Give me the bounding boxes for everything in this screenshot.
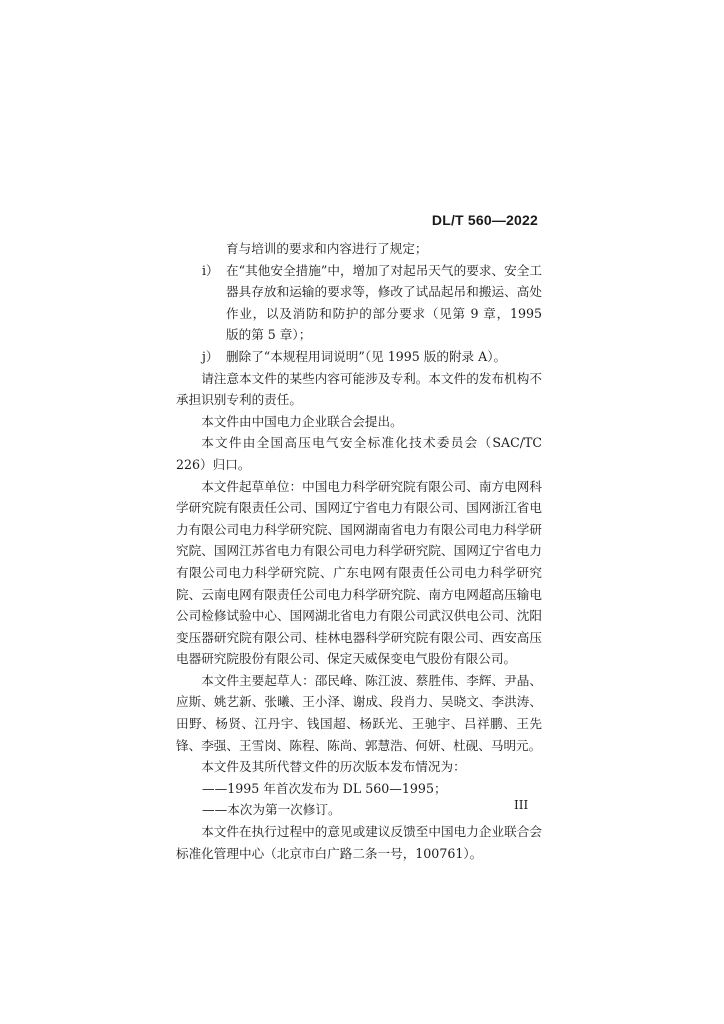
history-intro: 本文件及其所代替文件的历次版本发布情况为： [201,759,466,775]
history-item: ——1995 年首次发布为 DL 560—1995； [202,780,447,796]
managed-by: 本文件由全国高压电气安全标准化技术委员会（SAC/TC 226）归口。 [176,435,542,472]
list-item-i [176,260,542,346]
drafting-units: 本文件起草单位：中国电力科学研究院有限公司、南方电网科学研究院有限责任公司、国网辽宁省电力有限公司、国网浙江省电力有限公司电力科学研究院、国网湖南省电力有限公司电力科学研究院、国网江苏省电力有限公司电力科学研究院、国网辽宁省电力有限公司电力科学研究院、广东电网有限责任公司电力科学研究院、云南电网有限责任公司电力科学研究院、南方电网超高压输电公司检修试验中心、国网湖北省电力有限公司武汉供电公司、沈阳变压器研究院有限公司、桂林电器科学研究院有限公司、西安高压电器研究院股份有限公司、保定天威保变电气股份有限公司。 [176,478,542,667]
main-drafters: 本文件主要起草人：邵民峰、陈江波、蔡胜伟、李辉、尹晶、应斯、姚艺新、张曦、王小泽、谢成、段肖力、吴晓文、李洪涛、田野、杨贤、江丹宇、钱国超、杨跃光、王驰宇、吕祥鹏、王先锋、李强、王雪岗、陈程、陈尚、郭慧浩、何妍、杜砚、马明元。 [176,672,542,753]
list-item-j-text: 删除了“本规程用词说明”（见 1995 版的附录 A）。 [226,348,507,364]
foreword-body [176,238,542,864]
document-code: DL/T 560—2022 [431,212,538,228]
item-h-continuation: 育与培训的要求和内容进行了规定； [226,241,428,256]
list-item-j [176,346,542,368]
history-item: ——本次为第一次修订。 [202,802,341,818]
list-marker-i: i） [202,262,219,278]
page-number: III [514,798,529,812]
list-item-i-text: 在“其他安全措施”中，增加了对起吊天气的要求、安全工器具存放和运输的要求等，修改了试品起吊和搬运、高处作业，以及消防和防护的部分要求（见第 9 章，1995 版的第 5 章）； [226,262,542,343]
patent-note: 请注意本文件的某些内容可能涉及专利。本文件的发布机构不承担识别专利的责任。 [176,370,542,408]
feedback-note: 本文件在执行过程中的意见或建议反馈至中国电力企业联合会标准化管理中心（北京市白广路二条一号，100761）。 [176,824,542,861]
list-marker-j: j） [202,348,219,364]
proposed-by: 本文件由中国电力企业联合会提出。 [201,413,403,429]
